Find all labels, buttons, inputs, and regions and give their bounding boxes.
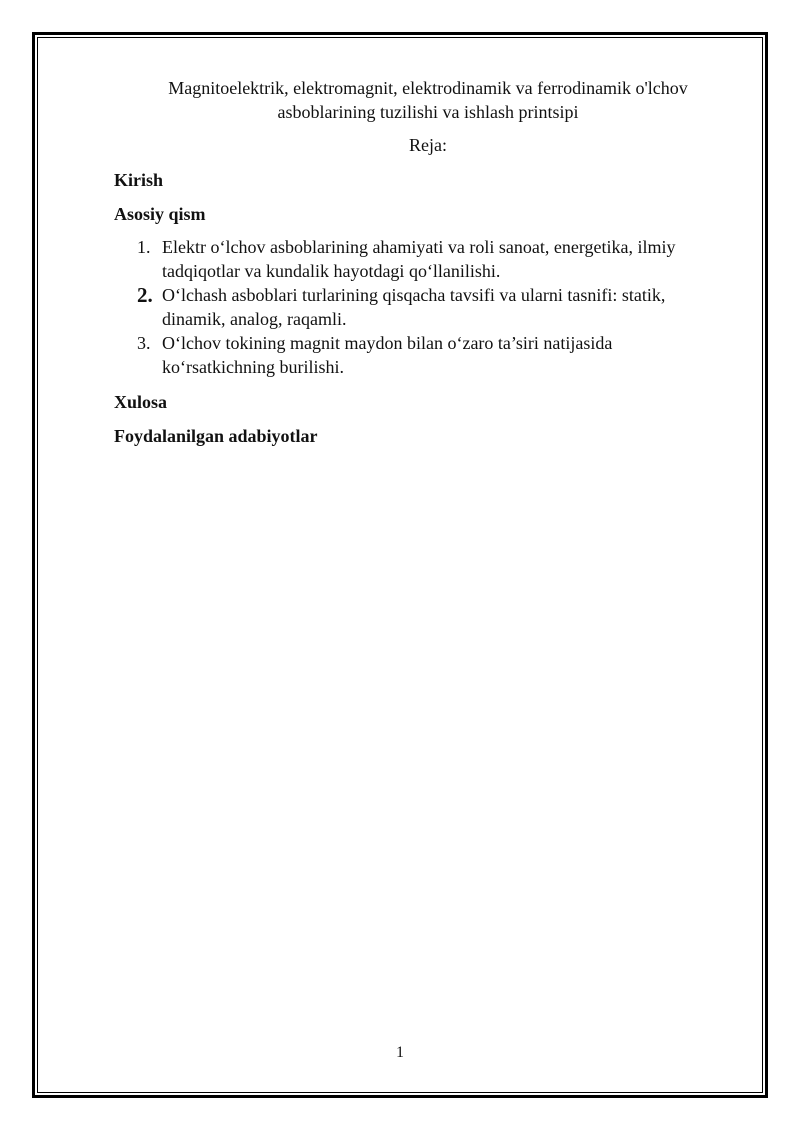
plan-item-number: 1.: [137, 237, 151, 257]
plan-list: [114, 235, 714, 379]
plan-label: Reja:: [409, 135, 447, 155]
plan-item-3: [114, 331, 714, 379]
plan-item-line: O‘lchash asboblari turlarining qisqacha tavsifi va ularni tasnifi: statik,: [162, 285, 666, 305]
section-intro: Kirish: [114, 170, 164, 190]
plan-item-line: Elektr o‘lchov asboblarining ahamiyati va roli sanoat, energetika, ilmiy: [162, 237, 676, 257]
section-conclusion: Xulosa: [114, 392, 168, 412]
plan-item-line: ko‘rsatkichning burilishi.: [162, 357, 344, 377]
title-line-1: Magnitoelektrik, elektromagnit, elektrodinamik va ferrodinamik o'lchov: [168, 78, 688, 98]
plan-item-line: O‘lchov tokining magnit maydon bilan o‘zaro ta’siri natijasida: [162, 333, 613, 353]
plan-item-line: tadqiqotlar va kundalik hayotdagi qo‘llanilishi.: [162, 261, 501, 281]
plan-item-number: 2.: [137, 283, 153, 307]
section-main: Asosiy qism: [114, 204, 206, 224]
document-title: [118, 76, 738, 124]
plan-item-number: 3.: [137, 333, 151, 353]
plan-item-line: dinamik, analog, raqamli.: [162, 309, 347, 329]
section-references: Foydalanilgan adabiyotlar: [114, 426, 318, 446]
page-number: 1: [396, 1044, 404, 1061]
plan-item-2: [114, 283, 714, 331]
plan-item-1: [114, 235, 714, 283]
title-line-2: asboblarining tuzilishi va ishlash printsipi: [277, 102, 579, 122]
